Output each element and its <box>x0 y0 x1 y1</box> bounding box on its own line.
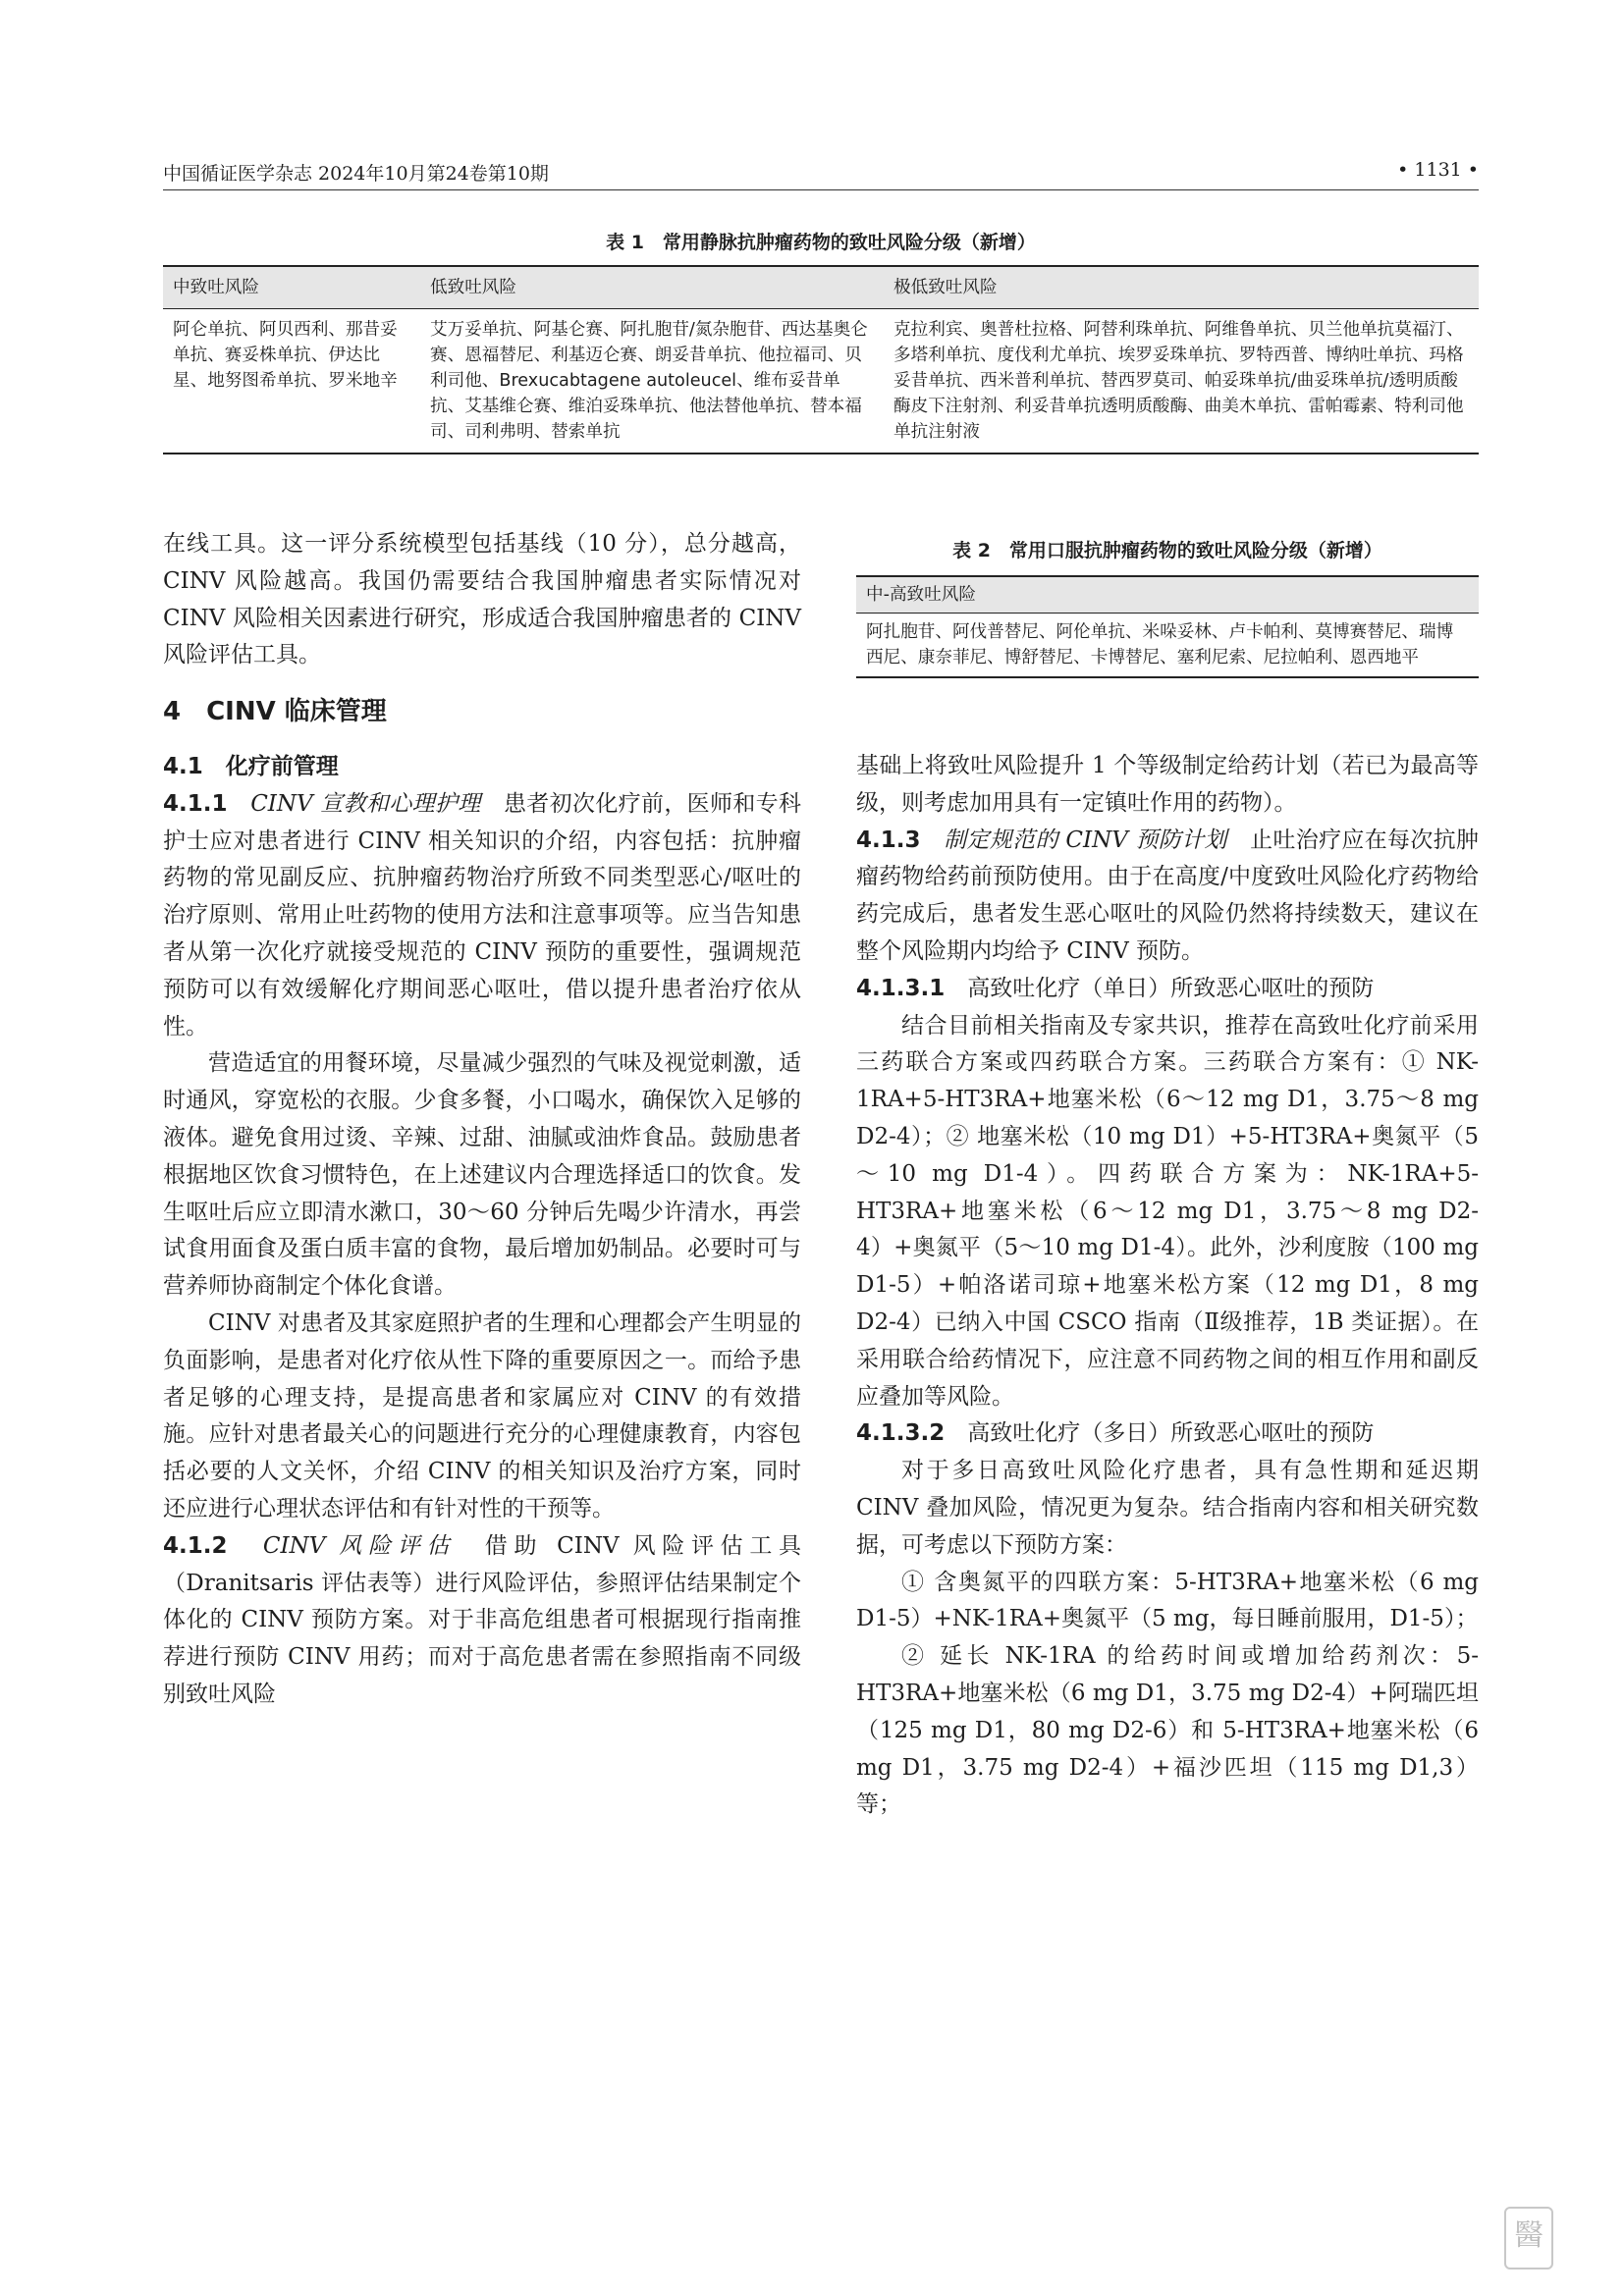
table1-row <box>163 309 1479 454</box>
section-number: 4.1.2 <box>163 1532 228 1559</box>
table2-header-row <box>856 576 1479 614</box>
section-4-1-1 <box>163 786 801 1046</box>
paragraph-psychology: CINV 对患者及其家庭照护者的生理和心理都会产生明显的负面影响，是患者对化疗依从性下降的重要原因之一。而给予患者足够的心理支持，是提高患者和家属应对 CINV 的有效措施。应针对患者最关心的问题进行充分的心理健康教育，内容包括必要的人文关怀，介绍 CINV 的相关知识及治疗方案，同时还应进行心理状态评估和有针对性的干预等。 <box>163 1309 801 1522</box>
table2-row <box>856 614 1479 678</box>
section-text: 患者初次化疗前，医师和专科护士应对患者进行 CINV 相关知识的介绍，内容包括：抗肿瘤药物的常见副反应、抗肿瘤药物治疗所致不同类型恶心/呕吐的治疗原则、常用止吐药物的使用方法和注意事项等。应当告知患者从第一次化疗就接受规范的 CINV 预防的重要性，强调规范预防可以有效缓解化疗期间恶心呕吐，借以提升患者治疗依从性。 <box>163 790 802 1040</box>
section-4-1-3-1-text: 结合目前相关指南及专家共识，推荐在高致吐化疗前采用三药联合方案或四药联合方案。三药联合方案有：① NK-1RA+5-HT3RA+地塞米松（6～12 mg D1，3.75～8 mg D2-4）；② 地塞米松（10 mg D1）+5-HT3RA+奥氮平（5～10 mg D1-4）。四药联合方案为：NK-1RA+5-HT3RA+地塞米松（6～12 mg D1，3.75～8 mg D2-4）+奥氮平（5～10 mg D1-4）。此外，沙利度胺（100 mg D1-5）+帕洛诺司琼+地塞米松方案（12 mg D1，8 mg D2-4）已纳入中国 CSCO 指南（Ⅱ级推荐，1B 类证据）。在采用联合给药情况下，应注意不同药物之间的相互作用和副反应叠加等风险。 <box>856 1012 1479 1410</box>
table2-cell: 阿扎胞苷、阿伐普替尼、阿伦单抗、米哚妥林、卢卡帕利、莫博赛替尼、瑞博西尼、康奈菲尼、博舒替尼、卡博替尼、塞利尼索、尼拉帕利、恩西地平 <box>856 614 1479 678</box>
section-number: 4.1.3 <box>856 827 921 853</box>
section-heading-4: 4 CINV 临床管理 <box>163 697 387 727</box>
table1-header-moderate: 中致吐风险 <box>163 266 420 309</box>
paragraph-continued: 基础上将致吐风险提升 1 个等级制定给药计划（若已为最高等级，则考虑加用具有一定镇吐作用的药物）。 <box>856 753 1479 816</box>
table1-cell-minimal: 克拉利宾、奥普杜拉格、阿替利珠单抗、阿维鲁单抗、贝兰他单抗莫福汀、多塔利单抗、度伐利尤单抗、埃罗妥珠单抗、罗特西普、博纳吐单抗、玛格妥昔单抗、西米普利单抗、替西罗莫司、帕妥珠单抗/曲妥珠单抗/透明质酸酶皮下注射剂、利妥昔单抗透明质酸酶、曲美木单抗、雷帕霉素、特利司他单抗注射液 <box>884 309 1479 454</box>
section-4-1-3-2-heading <box>856 1415 1479 1453</box>
section-4-1-2 <box>163 1528 801 1714</box>
section-4-1-3 <box>856 823 1479 971</box>
table1-header-minimal: 极低致吐风险 <box>884 266 1479 309</box>
table2 <box>856 575 1479 678</box>
section-number: 4.1.3.2 <box>856 1420 946 1447</box>
table1-cell-moderate: 阿仑单抗、阿贝西利、那昔妥单抗、赛妥株单抗、伊达比星、地努图希单抗、罗米地辛 <box>163 309 420 454</box>
section-text: 借助 CINV 风险评估工具（Dranitsaris 评估表等）进行风险评估，参照评估结果制定个体化的 CINV 预防方案。对于非高危组患者可根据现行指南推荐进行预防 CINV 用药；而对于高危患者需在参照指南不同级别致吐风险 <box>163 1532 802 1707</box>
paragraph-diet: 营造适宜的用餐环境，尽量减少强烈的气味及视觉刺激，适时通风，穿宽松的衣服。少食多餐，小口喝水，确保饮入足够的液体。避免食用过烫、辛辣、过甜、油腻或油炸食品。鼓励患者根据地区饮食习惯特色，在上述建议内合理选择适口的饮食。发生呕吐后应立即清水漱口，30～60 分钟后先喝少许清水，再尝试食用面食及蛋白质丰富的食物，最后增加奶制品。必要时可与营养师协商制定个体化食谱。 <box>163 1050 801 1300</box>
journal-header: 中国循证医学杂志 2024年10月第24卷第10期 <box>163 163 549 185</box>
regimen-option-2: ② 延长 NK-1RA 的给药时间或增加给药剂次：5-HT3RA+地塞米松（6 mg D1，3.75 mg D2-4）+阿瑞匹坦（125 mg D1，80 mg D2-6）和 5-HT3RA+地塞米松（6 mg D1，3.75 mg D2-4）+福沙匹坦（115 mg D1,3）等； <box>856 1643 1479 1818</box>
table2-caption: 表 2 常用口服抗肿瘤药物的致吐风险分级（新增） <box>952 540 1382 561</box>
section-title: CINV 风险评估 <box>262 1532 457 1559</box>
right-column <box>856 748 1479 1824</box>
section-text: 止吐治疗应在每次抗肿瘤药物给药前预防使用。由于在高度/中度致吐风险化疗药物给药完成后，患者发生恶心呕吐的风险仍然将持续数天，建议在整个风险期内均给予 CINV 预防。 <box>856 827 1480 964</box>
section-4-1-3-2-text: 对于多日高致吐风险化疗患者，具有急性期和延迟期 CINV 叠加风险，情况更为复杂。结合指南内容和相关研究数据，可考虑以下预防方案： <box>856 1458 1479 1558</box>
section-title: CINV 宣教和心理护理 <box>250 790 481 817</box>
section-title: 制定规范的 CINV 预防计划 <box>944 827 1227 853</box>
regimen-option-1: ① 含奥氮平的四联方案：5-HT3RA+地塞米松（6 mg D1-5）+NK-1RA+奥氮平（5 mg，每日睡前服用，D1-5）； <box>856 1569 1479 1632</box>
section-number: 4.1.3.1 <box>856 975 946 1001</box>
section-title: 高致吐化疗（多日）所致恶心呕吐的预防 <box>967 1420 1375 1447</box>
section-number: 4.1.1 <box>163 790 228 817</box>
table1 <box>163 265 1479 454</box>
page-number: • 1131 • <box>1397 159 1479 181</box>
table1-header-row <box>163 266 1479 309</box>
table1-caption: 表 1 常用静脉抗肿瘤药物的致吐风险分级（新增） <box>606 232 1036 253</box>
table1-header-low: 低致吐风险 <box>420 266 884 309</box>
left-column <box>163 526 801 1714</box>
paragraph-intro: 在线工具。这一评分系统模型包括基线（10 分），总分越高，CINV 风险越高。我国仍需要结合我国肿瘤患者实际情况对 CINV 风险相关因素进行研究，形成适合我国肿瘤患者的 CINV 风险评估工具。 <box>163 531 801 668</box>
section-heading-4-1: 4.1 化疗前管理 <box>163 753 339 779</box>
section-4-1-3-1-heading <box>856 971 1479 1008</box>
header-rule <box>163 189 1479 190</box>
table1-cell-low: 艾万妥单抗、阿基仑赛、阿扎胞苷/氮杂胞苷、西达基奥仑赛、恩福替尼、利基迈仑赛、朗妥昔单抗、他拉福司、贝利司他、Brexucabtagene autoleucel、维布妥昔单抗、艾基维仑赛、维泊妥珠单抗、他法替他单抗、替本福司、司利弗明、替索单抗 <box>420 309 884 454</box>
table2-header: 中-高致吐风险 <box>856 576 1479 614</box>
publisher-seal-icon: 醫 <box>1504 2207 1553 2269</box>
section-title: 高致吐化疗（单日）所致恶心呕吐的预防 <box>967 975 1375 1001</box>
